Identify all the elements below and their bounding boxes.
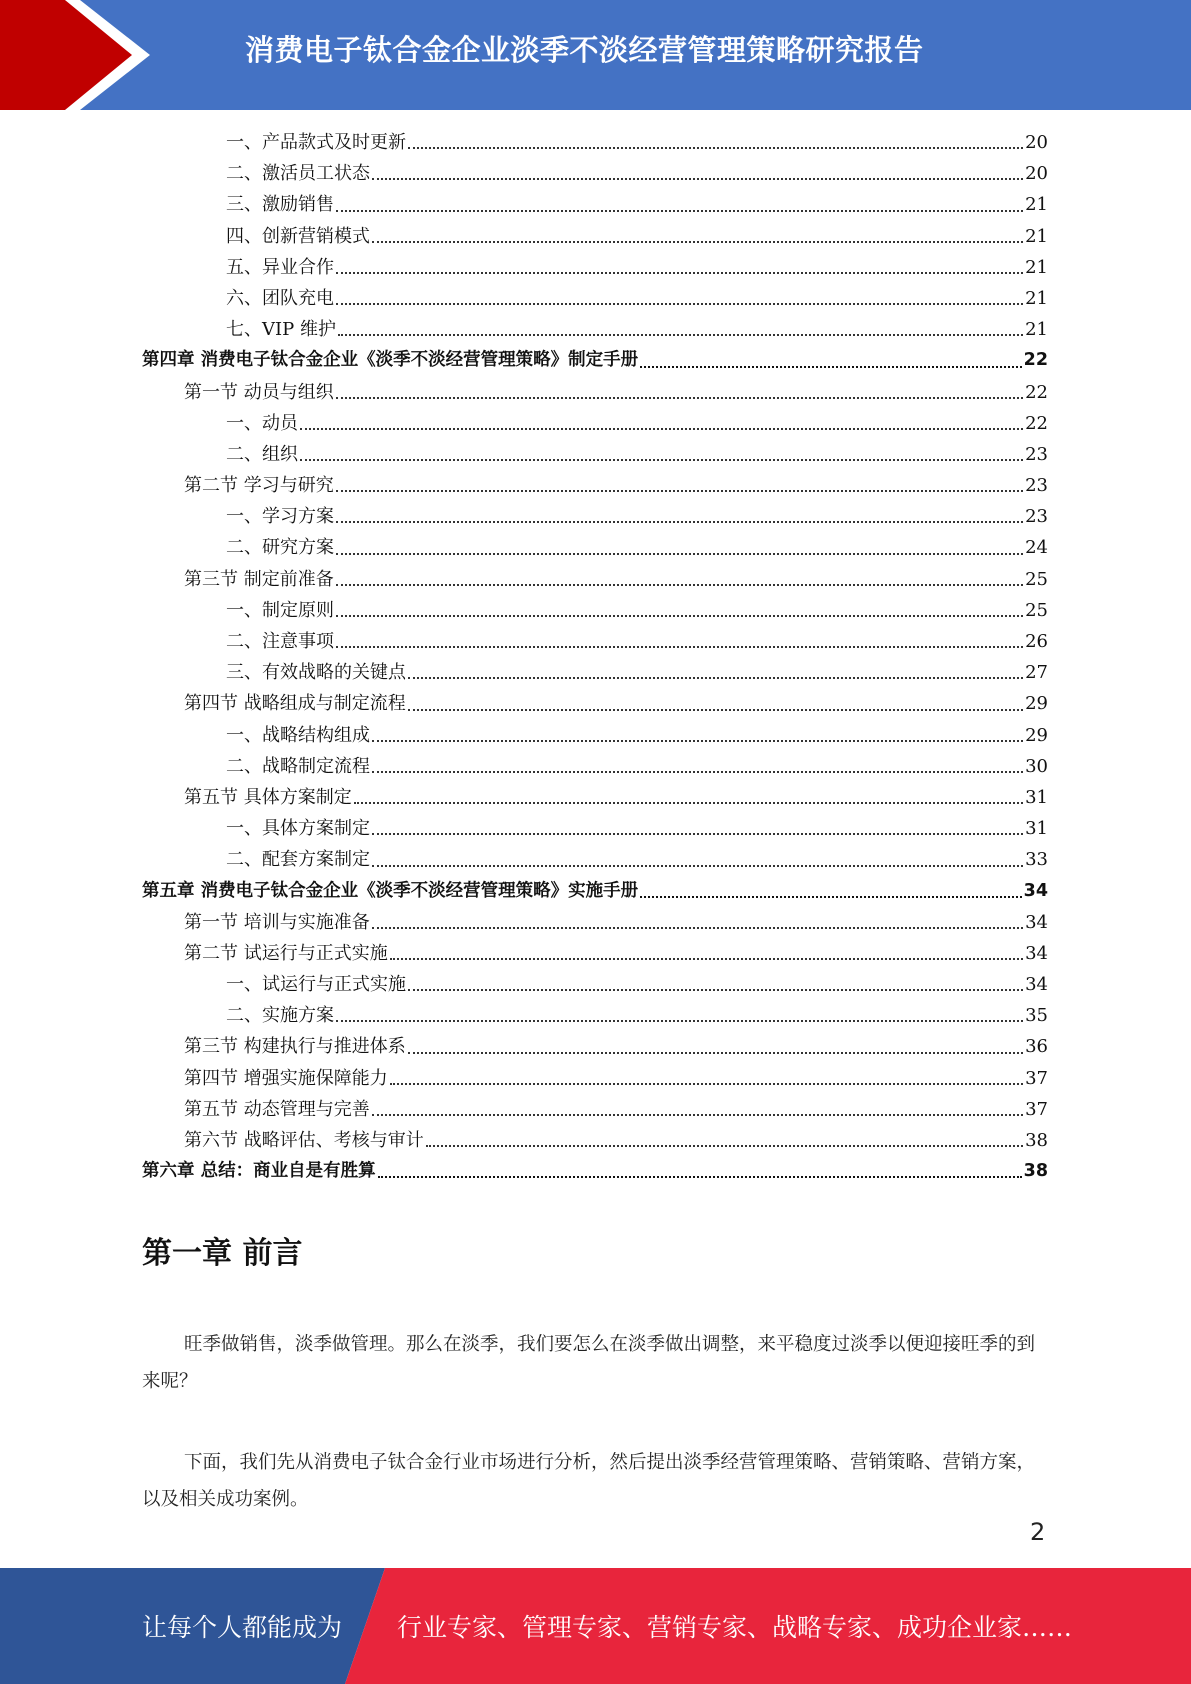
toc-entry-label: 第一节 动员与组织	[184, 381, 334, 403]
toc-page-number: 34	[1025, 974, 1048, 996]
toc-leader-dots	[426, 1145, 1023, 1147]
toc-section-entry[interactable]	[142, 1125, 1048, 1156]
toc-entry-label: 第二节 试运行与正式实施	[184, 942, 388, 964]
toc-leader-dots	[354, 802, 1023, 804]
toc-subsection-entry[interactable]	[142, 626, 1048, 657]
toc-entry-label: 一、学习方案	[226, 506, 334, 528]
toc-page-number: 34	[1023, 880, 1048, 901]
toc-leader-dots	[336, 397, 1023, 399]
toc-leader-dots	[372, 927, 1023, 929]
toc-page-number: 23	[1025, 443, 1048, 465]
toc-leader-dots	[336, 303, 1023, 305]
toc-leader-dots	[372, 771, 1023, 773]
toc-page-number: 29	[1025, 724, 1048, 746]
toc-chapter-entry[interactable]	[142, 876, 1048, 907]
toc-subsection-entry[interactable]	[142, 751, 1048, 782]
toc-subsection-entry[interactable]	[142, 439, 1048, 470]
toc-leader-dots	[336, 521, 1023, 523]
toc-leader-dots	[336, 584, 1023, 586]
toc-leader-dots	[408, 709, 1023, 711]
toc-leader-dots	[390, 1083, 1023, 1085]
report-title: 消费电子钛合金企业淡季不淡经营管理策略研究报告	[245, 33, 924, 67]
toc-leader-dots	[640, 366, 1022, 368]
toc-leader-dots	[372, 833, 1023, 835]
toc-leader-dots	[338, 334, 1023, 336]
toc-entry-label: 第三节 制定前准备	[184, 568, 334, 590]
table-of-contents	[142, 127, 1048, 1187]
toc-entry-label: 七、VIP 维护	[226, 319, 336, 341]
toc-entry-label: 第六章 总结：商业自是有胜算	[142, 1161, 376, 1182]
toc-page-number: 31	[1025, 818, 1048, 840]
toc-entry-label: 一、试运行与正式实施	[226, 974, 406, 996]
toc-entry-label: 三、有效战略的关键点	[226, 662, 406, 684]
toc-chapter-entry[interactable]	[142, 345, 1048, 376]
page-number: 2	[1030, 1518, 1046, 1546]
toc-section-entry[interactable]	[142, 470, 1048, 501]
toc-leader-dots	[336, 272, 1023, 274]
toc-section-entry[interactable]	[142, 564, 1048, 595]
page-header	[0, 0, 1191, 110]
toc-page-number: 31	[1025, 786, 1048, 808]
toc-chapter-entry[interactable]	[142, 1156, 1048, 1187]
toc-subsection-entry[interactable]	[142, 252, 1048, 283]
toc-entry-label: 二、配套方案制定	[226, 849, 370, 871]
toc-leader-dots	[408, 147, 1023, 149]
toc-entry-label: 第三节 构建执行与推进体系	[184, 1036, 406, 1058]
toc-entry-label: 第四章 消费电子钛合金企业《淡季不淡经营管理策略》制定手册	[142, 350, 639, 371]
toc-entry-label: 二、注意事项	[226, 631, 334, 652]
toc-entry-label: 二、研究方案	[226, 537, 334, 559]
toc-page-number: 37	[1025, 1098, 1048, 1120]
toc-page-number: 21	[1025, 194, 1048, 216]
toc-leader-dots	[372, 865, 1023, 867]
toc-page-number: 22	[1025, 381, 1048, 403]
toc-leader-dots	[336, 646, 1023, 648]
toc-page-number: 26	[1025, 631, 1048, 652]
toc-subsection-entry[interactable]	[142, 283, 1048, 314]
toc-page-number: 29	[1025, 693, 1048, 715]
footer-slogan-right: 行业专家、管理专家、营销专家、战略专家、成功企业家……	[397, 1613, 1073, 1642]
toc-page-number: 21	[1025, 225, 1048, 247]
page-footer	[0, 1568, 1191, 1684]
toc-entry-label: 二、组织	[226, 443, 298, 465]
toc-section-entry[interactable]	[142, 1063, 1048, 1094]
toc-entry-label: 一、具体方案制定	[226, 818, 370, 840]
toc-page-number: 21	[1025, 287, 1048, 309]
toc-subsection-entry[interactable]	[142, 501, 1048, 532]
toc-entry-label: 二、实施方案	[226, 1005, 334, 1027]
toc-leader-dots	[408, 989, 1023, 991]
toc-subsection-entry[interactable]	[142, 813, 1048, 844]
toc-page-number: 35	[1025, 1005, 1048, 1027]
toc-entry-label: 一、动员	[226, 412, 298, 434]
toc-leader-dots	[372, 1114, 1023, 1116]
toc-subsection-entry[interactable]	[142, 408, 1048, 439]
toc-entry-label: 六、团队充电	[226, 287, 334, 309]
toc-subsection-entry[interactable]	[142, 314, 1048, 345]
toc-page-number: 33	[1025, 849, 1048, 871]
toc-entry-label: 一、战略结构组成	[226, 724, 370, 746]
toc-leader-dots	[372, 178, 1023, 180]
chapter-heading: 第一章 前言	[142, 1236, 303, 1271]
toc-leader-dots	[372, 241, 1023, 243]
toc-subsection-entry[interactable]	[142, 720, 1048, 751]
toc-entry-label: 第四节 增强实施保障能力	[184, 1067, 388, 1089]
toc-page-number: 22	[1023, 350, 1048, 371]
toc-leader-dots	[336, 615, 1023, 617]
toc-entry-label: 第五节 具体方案制定	[184, 786, 352, 808]
toc-entry-label: 第四节 战略组成与制定流程	[184, 693, 406, 715]
toc-page-number: 25	[1025, 568, 1048, 590]
toc-leader-dots	[300, 459, 1023, 461]
toc-subsection-entry[interactable]	[142, 1000, 1048, 1031]
toc-page-number: 36	[1025, 1036, 1048, 1058]
toc-leader-dots	[336, 553, 1023, 555]
toc-section-entry[interactable]	[142, 1031, 1048, 1062]
toc-entry-label: 二、激活员工状态	[226, 163, 370, 185]
toc-page-number: 27	[1025, 662, 1048, 684]
toc-page-number: 24	[1025, 537, 1048, 559]
toc-entry-label: 第二节 学习与研究	[184, 475, 334, 497]
toc-page-number: 34	[1025, 911, 1048, 933]
toc-leader-dots	[300, 428, 1023, 430]
toc-leader-dots	[640, 896, 1022, 898]
toc-leader-dots	[336, 490, 1023, 492]
toc-entry-label: 一、产品款式及时更新	[226, 132, 406, 153]
toc-entry-label: 四、创新营销模式	[226, 225, 370, 247]
toc-entry-label: 第六节 战略评估、考核与审计	[184, 1130, 424, 1151]
toc-subsection-entry[interactable]	[142, 158, 1048, 189]
toc-page-number: 34	[1025, 942, 1048, 964]
toc-leader-dots	[378, 1176, 1022, 1178]
toc-page-number: 38	[1025, 1130, 1048, 1151]
toc-entry-label: 三、激励销售	[226, 194, 334, 216]
toc-subsection-entry[interactable]	[142, 189, 1048, 220]
body-paragraph: 下面，我们先从消费电子钛合金行业市场进行分析，然后提出淡季经营管理策略、营销策略、营销方案，以及相关成功案例。	[142, 1452, 1036, 1510]
toc-page-number: 38	[1023, 1161, 1048, 1182]
body-paragraph: 旺季做销售，淡季做管理。那么在淡季，我们要怎么在淡季做出调整，来平稳度过淡季以便迎接旺季的到来呢？	[142, 1334, 1036, 1392]
toc-leader-dots	[336, 1020, 1023, 1022]
toc-entry-label: 一、制定原则	[226, 599, 334, 621]
toc-entry-label: 第五章 消费电子钛合金企业《淡季不淡经营管理策略》实施手册	[142, 880, 639, 901]
toc-section-entry[interactable]	[142, 1094, 1048, 1125]
toc-entry-label: 第一节 培训与实施准备	[184, 911, 370, 933]
toc-section-entry[interactable]	[142, 377, 1048, 408]
toc-subsection-entry[interactable]	[142, 221, 1048, 252]
toc-entry-label: 五、异业合作	[226, 256, 334, 278]
toc-page-number: 25	[1025, 599, 1048, 621]
toc-subsection-entry[interactable]	[142, 657, 1048, 688]
toc-page-number: 23	[1025, 506, 1048, 528]
toc-page-number: 30	[1025, 755, 1048, 777]
toc-section-entry[interactable]	[142, 938, 1048, 969]
toc-page-number: 20	[1025, 132, 1048, 153]
toc-subsection-entry[interactable]	[142, 532, 1048, 563]
toc-leader-dots	[372, 740, 1023, 742]
toc-leader-dots	[336, 210, 1023, 212]
toc-page-number: 20	[1025, 163, 1048, 185]
toc-page-number: 21	[1025, 319, 1048, 341]
toc-page-number: 23	[1025, 475, 1048, 497]
toc-subsection-entry[interactable]	[142, 969, 1048, 1000]
toc-entry-label: 第五节 动态管理与完善	[184, 1098, 370, 1120]
toc-entry-label: 二、战略制定流程	[226, 755, 370, 777]
toc-section-entry[interactable]	[142, 688, 1048, 719]
toc-page-number: 21	[1025, 256, 1048, 278]
toc-page-number: 22	[1025, 412, 1048, 434]
toc-section-entry[interactable]	[142, 907, 1048, 938]
footer-slogan-left: 让每个人都能成为	[142, 1613, 343, 1642]
toc-leader-dots	[390, 958, 1023, 960]
toc-section-entry[interactable]	[142, 782, 1048, 813]
toc-subsection-entry[interactable]	[142, 127, 1048, 158]
toc-leader-dots	[408, 677, 1023, 679]
toc-subsection-entry[interactable]	[142, 595, 1048, 626]
toc-subsection-entry[interactable]	[142, 844, 1048, 875]
toc-page-number: 37	[1025, 1067, 1048, 1089]
toc-leader-dots	[408, 1052, 1023, 1054]
